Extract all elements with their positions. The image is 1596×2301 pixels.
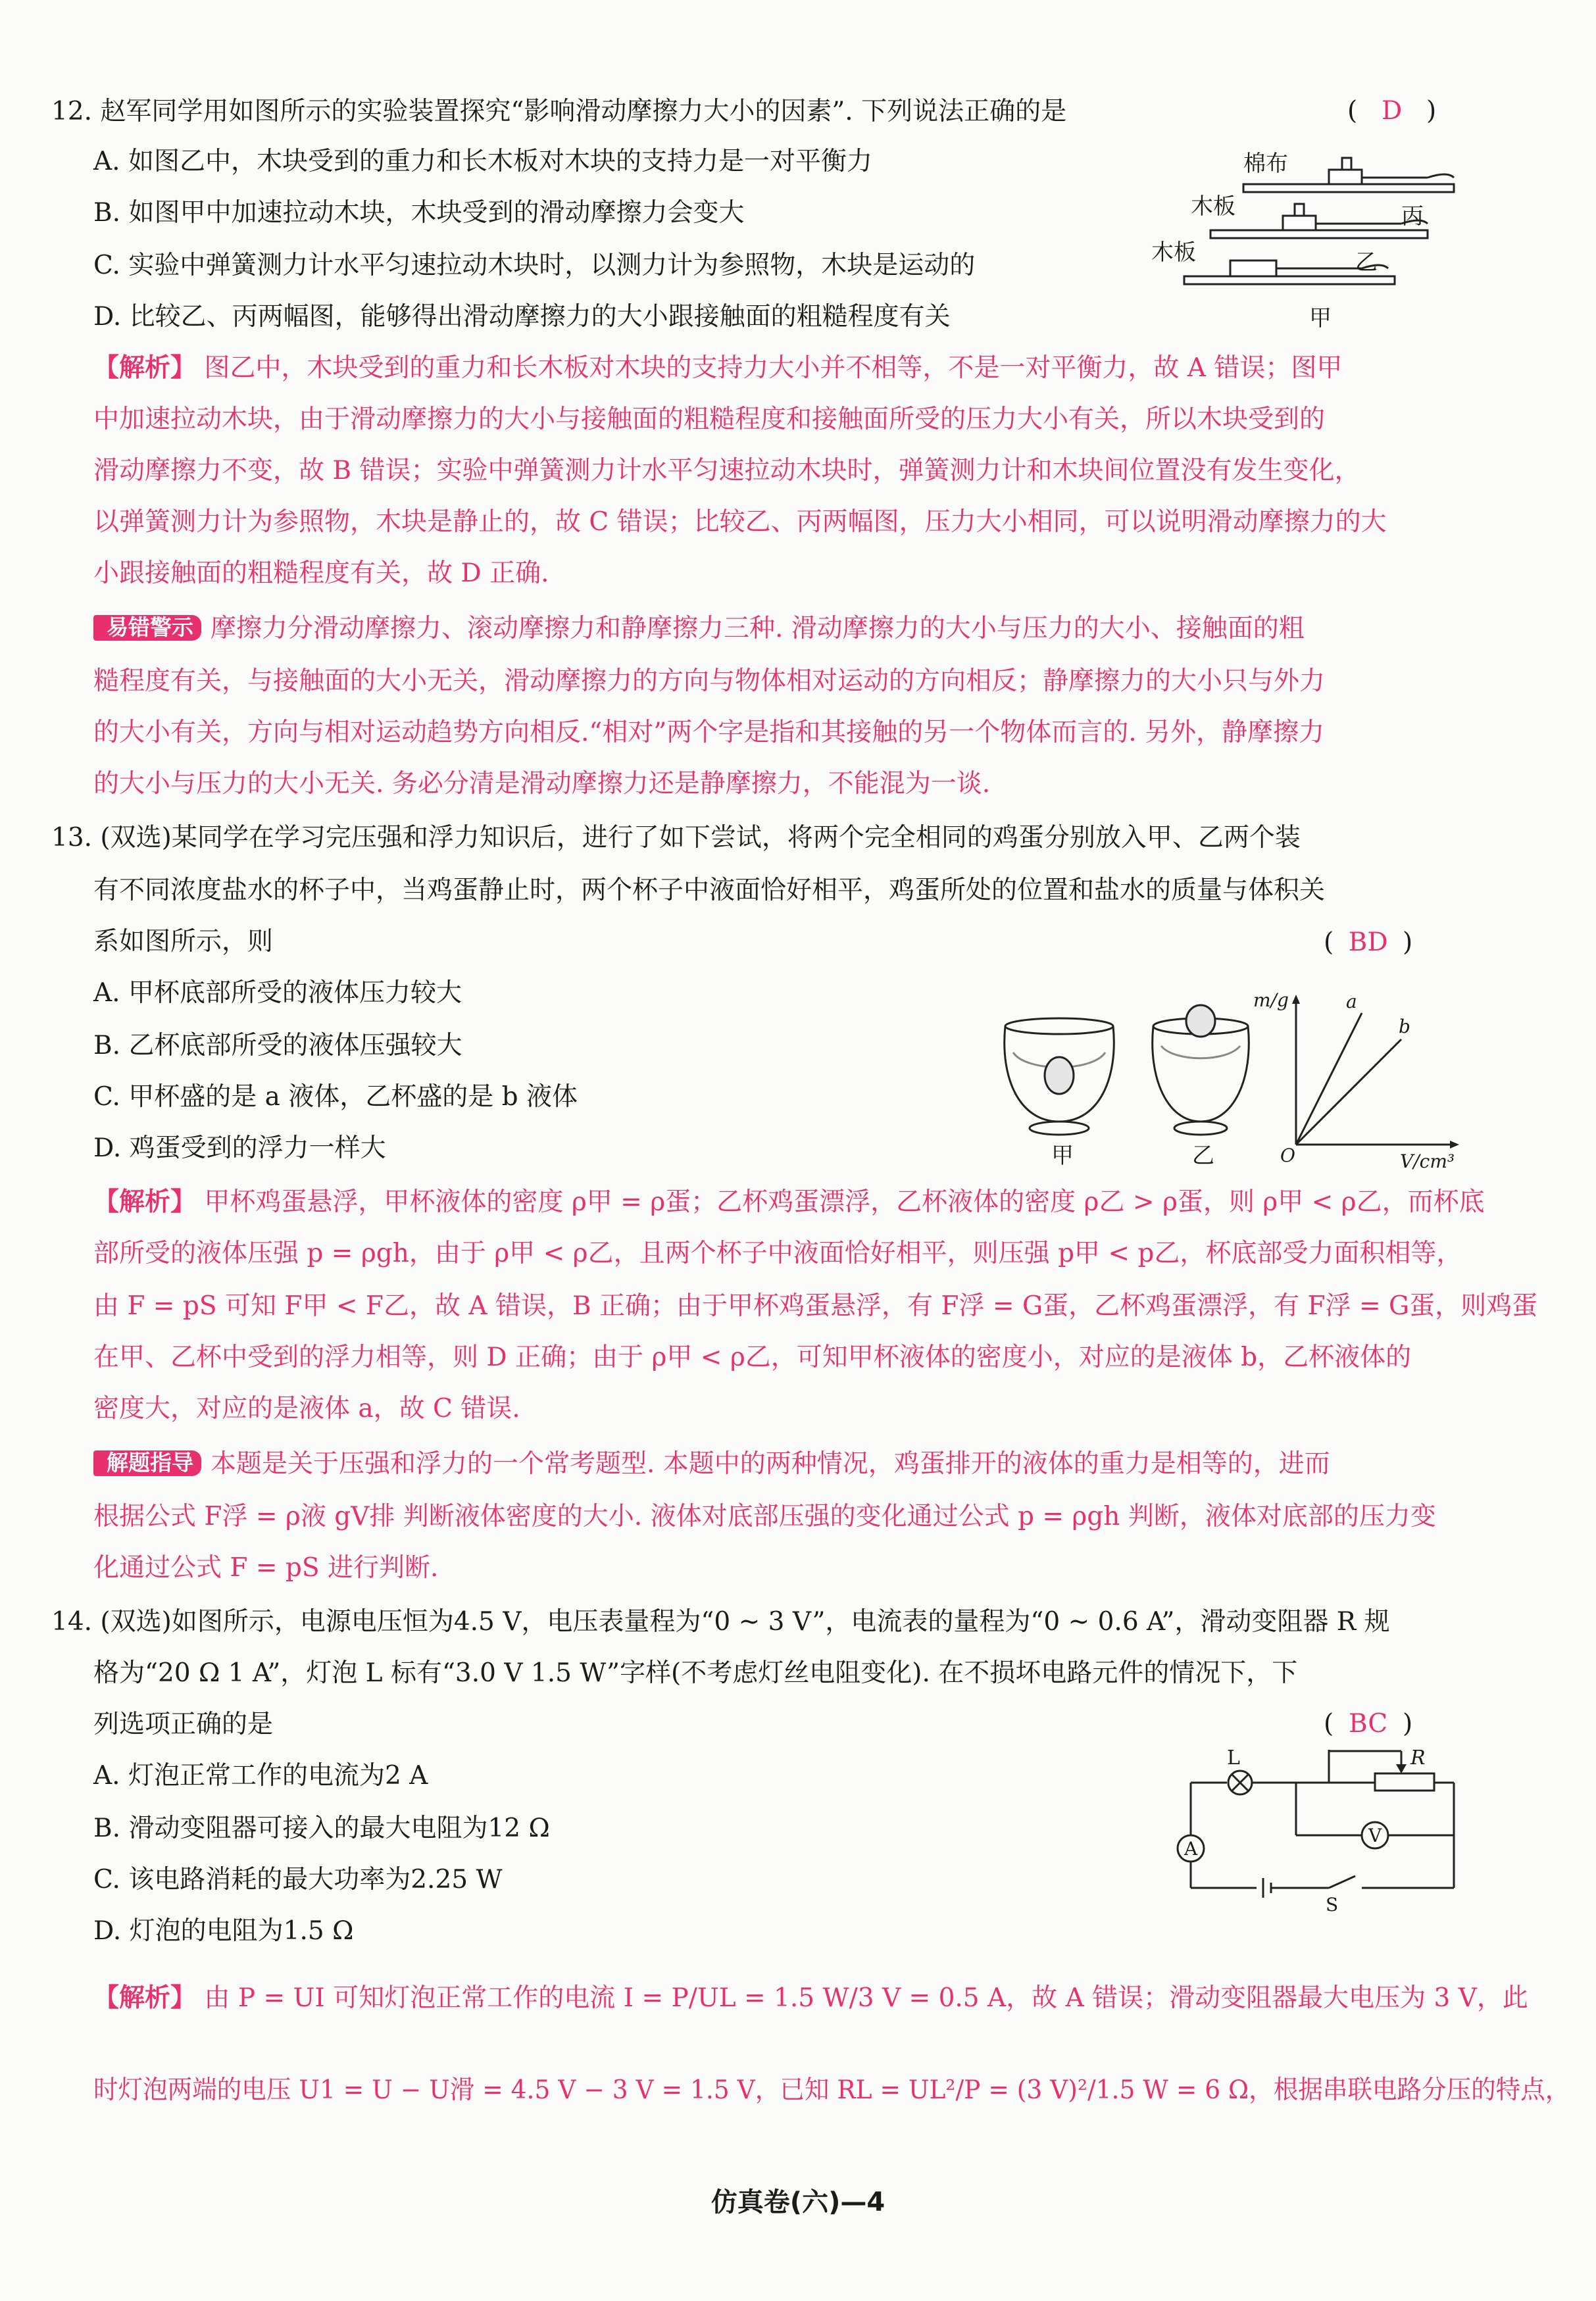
friction-experiment-figure (1145, 138, 1467, 335)
q12-warning-line-2: 糙程度有关，与接触面的大小无关，滑动摩擦力的方向与物体相对运动的方向相反；静摩擦力的大小只与外力 (93, 666, 1326, 696)
q12-option-d: D. 比较乙、丙两幅图，能够得出滑动摩擦力的大小跟接触面的粗糙程度有关 (93, 302, 951, 332)
circuit-label-L: L (1227, 1750, 1240, 1769)
q12-warning-line-4: 的大小与压力的大小无关. 务必分清是滑动摩擦力还是静摩擦力，不能混为一谈. (93, 769, 991, 799)
q14-option-d: D. 灯泡的电阻为1.5 Ω (93, 1916, 354, 1946)
graph-line-a: a (1346, 991, 1357, 1012)
q13-guide-line-3: 化通过公式 F = pS 进行判断. (93, 1553, 439, 1583)
q12-analysis-line-3: 滑动摩擦力不变，故 B 错误；实验中弹簧测力计水平匀速拉动木块时，弹簧测力计和木块间位置没有发生变化， (93, 456, 1360, 485)
q12-option-b: B. 如图甲中加速拉动木块，木块受到的滑动摩擦力会变大 (93, 198, 745, 228)
q14-stem-line-2: 格为“20 Ω 1 A”，灯泡 L 标有“3.0 V 1.5 W”字样(不考虑灯丝电阻变化). 在不损坏电路元件的情况下，下 (93, 1658, 1298, 1688)
q13-option-c: C. 甲杯盛的是 a 液体，乙杯盛的是 b 液体 (93, 1082, 578, 1112)
egg-cups-figure (993, 980, 1467, 1171)
q13-analysis-tag: 【解析】 (93, 1187, 197, 1217)
q14-analysis-line-2: 时灯泡两端的电压 U1 = U − U滑 = 4.5 V − 3 V = 1.5 V，已知 RL = UL²/P = (3 V)²/1.5 W = 6 Ω，根据串联电路分压的特点， (93, 2075, 1570, 2105)
switch-label: S (1326, 1894, 1339, 1916)
ammeter-label: A (1184, 1838, 1198, 1860)
graph-x-label: V/cm³ (1400, 1150, 1455, 1171)
fig-label-muban-1: 木板 (1191, 193, 1235, 220)
q14-analysis-line-1: 【解析】 由 P = UI 可知灯泡正常工作的电流 I = P/UL = 1.5 W/3 V = 0.5 A，故 A 错误；滑动变阻器最大电压为 3 V，此 (93, 1983, 1528, 2013)
graph-origin: O (1280, 1145, 1295, 1166)
q12-answer: D (1381, 96, 1403, 126)
fig-label-yi: 乙 (1355, 249, 1378, 276)
q14-stem-line-1: 14. (双选)如图所示，电源电压恒为4.5 V，电压表量程为“0 ~ 3 V”，电流表的量程为“0 ~ 0.6 A”，滑动变阻器 R 规 (51, 1607, 1390, 1637)
q12-answer-bracket: ( D ) (1347, 96, 1437, 126)
q14-option-a: A. 灯泡正常工作的电流为2 A (93, 1761, 428, 1791)
q13-answer: BD (1348, 928, 1388, 957)
graph-line-b: b (1399, 1016, 1410, 1037)
page-footer: 仿真卷(六)—4 (711, 2187, 885, 2217)
fig-label-mianbu: 棉布 (1243, 151, 1288, 177)
q14-analysis-tag: 【解析】 (93, 1983, 197, 2013)
fig-label-jia: 甲 (1309, 305, 1332, 332)
cup-yi-label: 乙 (1192, 1143, 1214, 1169)
q12-analysis-line-2: 中加速拉动木块，由于滑动摩擦力的大小与接触面的粗糙程度和接触面所受的压力大小有关，所以木块受到的 (93, 405, 1326, 434)
q13-option-d: D. 鸡蛋受到的浮力一样大 (93, 1133, 386, 1163)
q12-warning-line-1: 易错警示 摩擦力分滑动摩擦力、滚动摩擦力和静摩擦力三种. 滑动摩擦力的大小与压力的大小、接触面的粗 (93, 616, 1305, 643)
q13-analysis-line-5: 密度大，对应的是液体 a，故 C 错误. (93, 1394, 520, 1423)
circuit-label-R: R (1410, 1750, 1426, 1769)
q13-option-a: A. 甲杯底部所受的液体压力较大 (93, 978, 462, 1008)
q13-analysis-line-1: 【解析】 甲杯鸡蛋悬浮，甲杯液体的密度 ρ甲 = ρ蛋；乙杯鸡蛋漂浮，乙杯液体的密度 ρ乙 > ρ蛋，则 ρ甲 < ρ乙，而杯底 (93, 1187, 1485, 1217)
fig-label-muban-2: 木板 (1151, 239, 1196, 266)
cup-yi (1153, 1005, 1249, 1135)
q12-option-a: A. 如图乙中，木块受到的重力和长木板对木块的支持力是一对平衡力 (93, 147, 872, 176)
q13-analysis-line-4: 在甲、乙杯中受到的浮力相等，则 D 正确；由于 ρ甲 < ρ乙，可知甲杯液体的密度小，对应的是液体 b，乙杯液体的 (93, 1343, 1412, 1372)
q13-analysis-line-3: 由 F = pS 可知 F甲 < F乙，故 A 错误，B 正确；由于甲杯鸡蛋悬浮，有 F浮 = G蛋，乙杯鸡蛋漂浮，有 F浮 = G蛋，则鸡蛋 (93, 1291, 1538, 1321)
q13-analysis-line-2: 部所受的液体压强 p = ρgh，由于 ρ甲 < ρ乙，且两个杯子中液面恰好相平，则压强 p甲 < p乙，杯底部受力面积相等， (93, 1239, 1462, 1268)
q14-answer: BC (1349, 1709, 1388, 1739)
q12-analysis-line-5: 小跟接触面的粗糙程度有关，故 D 正确. (93, 558, 549, 588)
q12-option-c: C. 实验中弹簧测力计水平匀速拉动木块时，以测力计为参照物，木块是运动的 (93, 251, 976, 280)
circuit-diagram (1164, 1750, 1474, 1921)
q13-guide-line-2: 根据公式 F浮 = ρ液 gV排 判断液体密度的大小. 液体对底部压强的变化通过公式 p = ρgh 判断，液体对底部的压力变 (93, 1502, 1436, 1531)
guide-badge: 解题指导 (93, 1450, 201, 1476)
voltmeter-label: V (1368, 1825, 1382, 1846)
q12-analysis-line-1: 【解析】 图乙中，木块受到的重力和长木板对木块的支持力大小并不相等，不是一对平衡力，故 A 错误；图甲 (93, 353, 1343, 383)
cup-jia-label: 甲 (1051, 1143, 1074, 1169)
q12-analysis-line-4: 以弹簧测力计为参照物，木块是静止的，故 C 错误；比较乙、丙两幅图，压力大小相同，可以说明滑动摩擦力的大 (93, 507, 1387, 537)
q13-answer-bracket: ( BD ) (1324, 928, 1413, 957)
graph-y-label: m/g (1253, 989, 1289, 1011)
q13-option-b: B. 乙杯底部所受的液体压强较大 (93, 1031, 462, 1060)
warning-badge: 易错警示 (93, 615, 201, 641)
q14-stem-line-3: 列选项正确的是 (93, 1710, 274, 1739)
q12-warning-line-3: 的大小有关，方向与相对运动趋势方向相反.“相对”两个字是指和其接触的另一个物体而言的. 另外，静摩擦力 (93, 718, 1325, 747)
q13-stem-line-3: 系如图所示，则 (93, 927, 274, 956)
q13-guide-line-1: 解题指导 本题是关于压强和浮力的一个常考题型. 本题中的两种情况，鸡蛋排开的液体的重力是相等的，进而 (93, 1451, 1330, 1478)
q14-option-c: C. 该电路消耗的最大功率为2.25 W (93, 1865, 503, 1894)
q14-answer-bracket: ( BC ) (1324, 1709, 1413, 1739)
q13-stem-line-2: 有不同浓度盐水的杯子中，当鸡蛋静止时，两个杯子中液面恰好相平，鸡蛋所处的位置和盐水的质量与体积关 (93, 876, 1326, 905)
q14-option-b: B. 滑动变阻器可接入的最大电阻为12 Ω (93, 1814, 550, 1843)
fig-label-bing: 丙 (1401, 203, 1424, 230)
q12-stem: 12. 赵军同学用如图所示的实验装置探究“影响滑动摩擦力大小的因素”. 下列说法正确的是 (51, 97, 1067, 126)
q12-analysis-tag: 【解析】 (93, 353, 197, 383)
q13-stem-line-1: 13. (双选)某同学在学习完压强和浮力知识后，进行了如下尝试，将两个完全相同的鸡蛋分别放入甲、乙两个装 (51, 823, 1301, 853)
cup-jia (1005, 1018, 1114, 1135)
